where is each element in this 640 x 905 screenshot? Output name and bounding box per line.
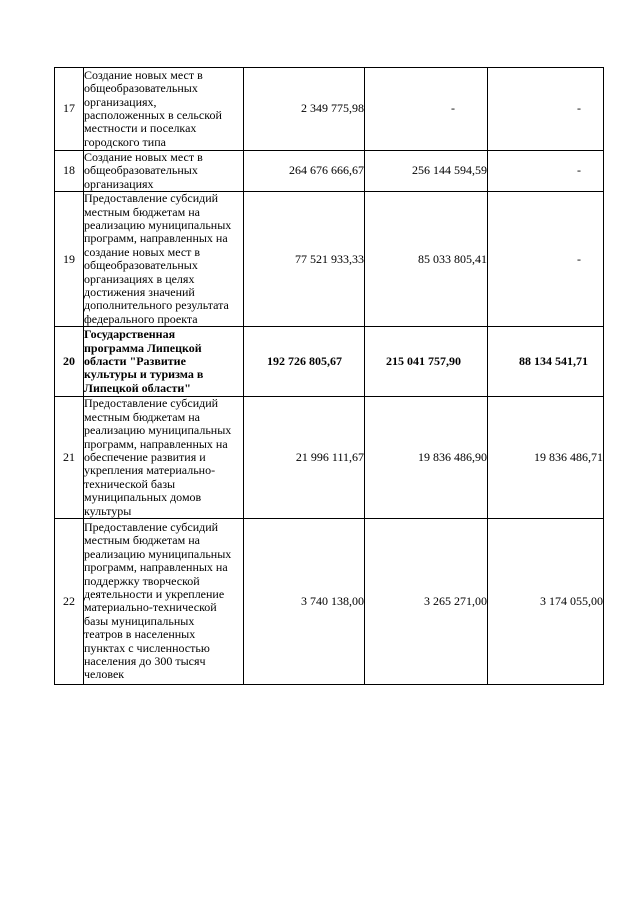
- row-number: 21: [55, 397, 84, 519]
- row-number: 17: [55, 68, 84, 151]
- amount-col-2: 85 033 805,41: [365, 192, 488, 327]
- amount-col-1: 3 740 138,00: [244, 518, 365, 684]
- row-number: 22: [55, 518, 84, 684]
- row-name: Создание новых мест в общеобразовательных организациях: [84, 151, 244, 192]
- amount-col-3: -: [488, 151, 604, 192]
- table-row: [55, 192, 604, 327]
- table-row: [55, 151, 604, 192]
- amount-col-3: 3 174 055,00: [488, 518, 604, 684]
- amount-col-2: 215 041 757,90: [365, 327, 488, 397]
- row-name: Предоставление субсидий местным бюджетам на реализацию муниципальных программ, направленных на поддержку творческой деятельности и укрепление материально-технической базы муниципальных театров в населенных пунктах с численностью населения до 300 тысяч человек: [84, 518, 244, 684]
- row-number: 19: [55, 192, 84, 327]
- amount-col-1: 2 349 775,98: [244, 68, 365, 151]
- row-name: Создание новых мест в общеобразовательных организациях, расположенных в сельской местности и поселках городского типа: [84, 68, 244, 151]
- amount-col-2: 3 265 271,00: [365, 518, 488, 684]
- row-name: Предоставление субсидий местным бюджетам на реализацию муниципальных программ, направленных на обеспечение развития и укрепления материально- технической базы муниципальных домов культуры: [84, 397, 244, 519]
- amount-col-3: -: [488, 192, 604, 327]
- amount-col-3: 88 134 541,71: [488, 327, 604, 397]
- table-row-program-total: [55, 327, 604, 397]
- amount-col-3: -: [488, 68, 604, 151]
- amount-col-1: 192 726 805,67: [244, 327, 365, 397]
- row-name: Предоставление субсидий местным бюджетам на реализацию муниципальных программ, направленных на создание новых мест в общеобразовательных организациях в целях достижения значений дополнительного результата федерального проекта: [84, 192, 244, 327]
- row-name: Государственная программа Липецкой области "Развитие культуры и туризма в Липецкой области": [84, 327, 244, 397]
- amount-col-1: 21 996 111,67: [244, 397, 365, 519]
- amount-col-3: 19 836 486,71: [488, 397, 604, 519]
- table-row: [55, 397, 604, 519]
- budget-table: [54, 67, 604, 685]
- row-number: 18: [55, 151, 84, 192]
- amount-col-2: 19 836 486,90: [365, 397, 488, 519]
- amount-col-1: 77 521 933,33: [244, 192, 365, 327]
- amount-col-1: 264 676 666,67: [244, 151, 365, 192]
- row-number: 20: [55, 327, 84, 397]
- amount-col-2: -: [365, 68, 488, 151]
- amount-col-2: 256 144 594,59: [365, 151, 488, 192]
- table-row: [55, 68, 604, 151]
- table-row: [55, 518, 604, 684]
